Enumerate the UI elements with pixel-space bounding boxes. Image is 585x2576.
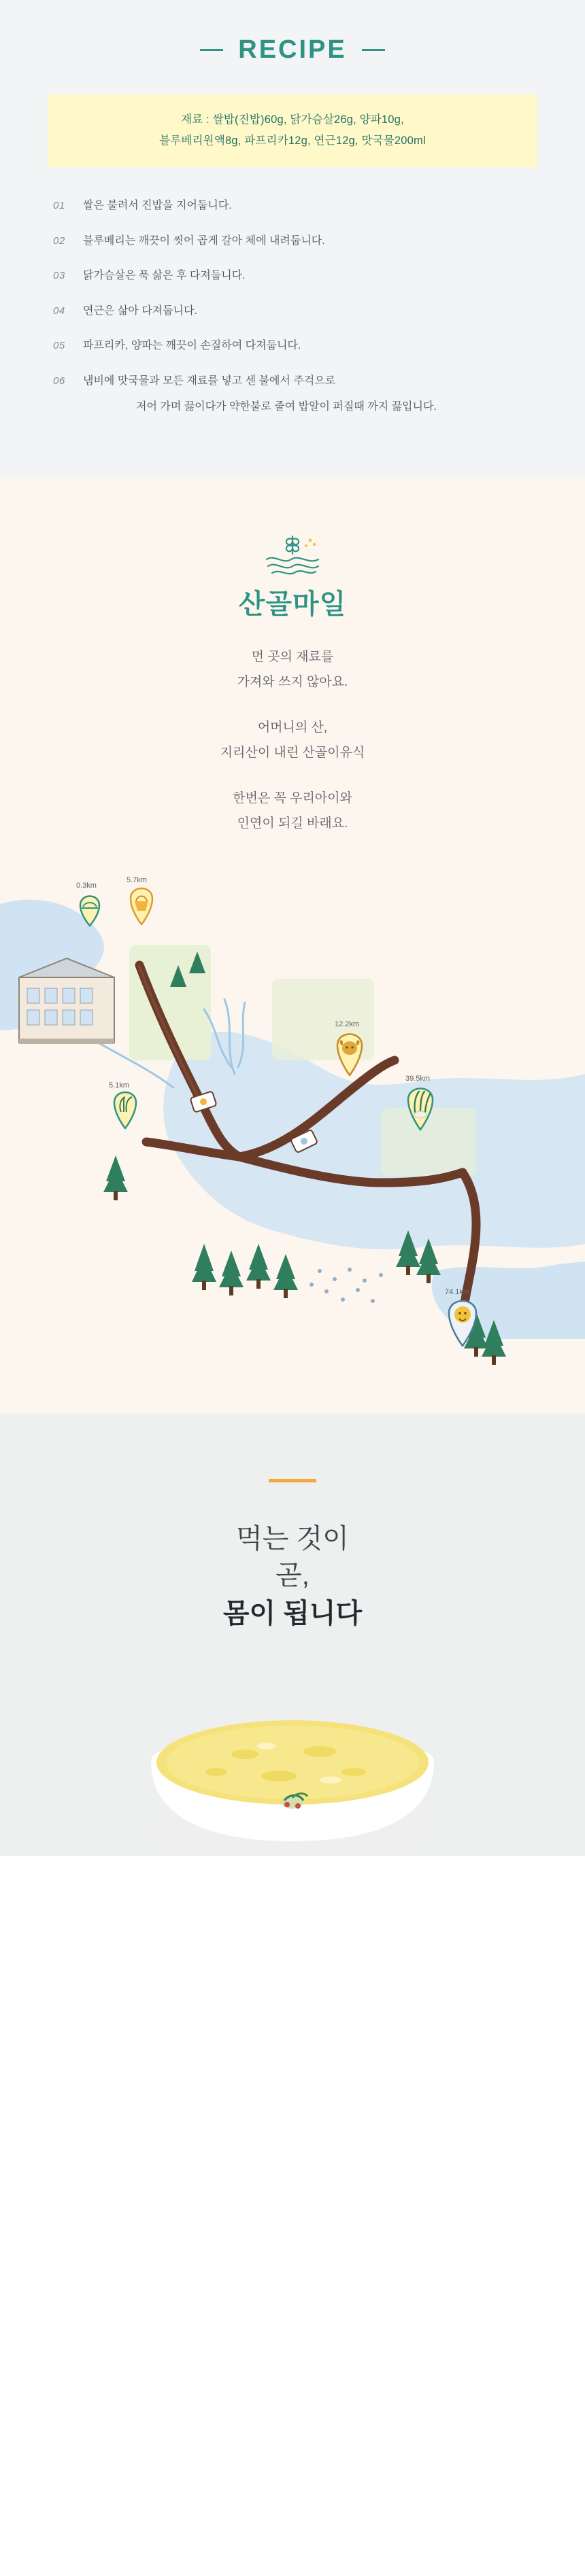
- step-number: 03: [53, 270, 65, 282]
- brand-section: [0, 478, 585, 1414]
- step-text-continued: 저어 가며 끓이다가 약한불로 줄여 밥알이 퍼질때 까지 끓입니다.: [136, 400, 437, 413]
- ingredients-line-2: 블루베리원액8g, 파프리카12g, 연근12g, 맛국물200ml: [159, 134, 426, 147]
- body-headline-line-2: 곧,: [275, 1561, 310, 1591]
- step-number: 02: [53, 234, 65, 247]
- brand-name: 산골마일: [238, 589, 347, 620]
- list-item: [53, 267, 585, 285]
- step-number: 01: [53, 200, 65, 212]
- step-text: 냄비에 맛국물과 모든 재료를 넣고 센 불에서 주걱으로: [83, 375, 336, 387]
- copy-spacer: [0, 695, 585, 715]
- accent-divider: [269, 1479, 316, 1482]
- step-text: 블루베리는 깨끗이 씻어 곱게 갈아 체에 내려둡니다.: [83, 234, 325, 247]
- page-title: RECIPE: [238, 35, 347, 64]
- brand-copy: [0, 644, 585, 836]
- brand-copy-line: 어머니의 산,: [257, 720, 328, 735]
- ingredients-line-1: 재료 : 쌀밥(진밥)60g, 닭가슴살26g, 양파10g,: [181, 114, 404, 126]
- step-text: 쌀은 불려서 진밥을 지어둡니다.: [83, 200, 232, 212]
- brand-copy-line: 인연이 되길 바래요.: [237, 816, 348, 831]
- step-text: 파프리카, 양파는 깨끗이 손질하여 다져둡니다.: [83, 340, 301, 352]
- map-pin-label: 39.5km: [405, 1075, 431, 1083]
- step-number: 06: [53, 375, 65, 387]
- recipe-steps-list: [53, 197, 585, 415]
- body-headline-line-3: 몸이 됩니다: [222, 1599, 363, 1629]
- copy-spacer: [0, 765, 585, 786]
- recipe-heading: [0, 35, 585, 65]
- map-pin-2: [131, 888, 152, 924]
- brand-copy-line: 한번은 꼭 우리아이와: [233, 791, 352, 806]
- map-pin-label: 5.7km: [127, 876, 147, 885]
- ingredients-box: [48, 94, 537, 167]
- list-item: [53, 302, 585, 320]
- right-dash-decoration: [362, 49, 385, 51]
- body-headline-line-1: 먹는 것이: [236, 1524, 349, 1554]
- map-pin-label: 74.1km: [445, 1288, 470, 1297]
- body-message-section: [0, 1414, 585, 1856]
- brand-copy-line: 가져와 쓰지 않아요.: [237, 675, 348, 690]
- map-pin-label: 0.3km: [76, 882, 97, 890]
- step-number: 04: [53, 304, 65, 317]
- step-text: 연근은 삶아 다져둡니다.: [83, 304, 197, 317]
- supply-route-map: [0, 863, 585, 1414]
- map-pin-label: 5.1km: [109, 1081, 129, 1090]
- list-item: [53, 232, 585, 250]
- porridge-bowl-photo: [0, 1686, 585, 1856]
- brand-copy-line: 지리산이 내린 산골이유식: [220, 746, 365, 761]
- brand-copy-line: 먼 곳의 재료를: [251, 650, 334, 665]
- list-item: [53, 372, 585, 390]
- map-pin-label: 12.2km: [335, 1020, 360, 1029]
- left-dash-decoration: [200, 49, 223, 51]
- map-pin-3: [114, 1092, 136, 1128]
- list-item: [53, 337, 585, 355]
- list-item: [53, 197, 585, 215]
- brand-logo-icon: [252, 531, 333, 580]
- map-pin-4: [337, 1034, 362, 1076]
- recipe-section: [0, 0, 585, 478]
- step-text: 닭가슴살은 푹 삶은 후 다져둡니다.: [83, 270, 246, 282]
- step-number: 05: [53, 340, 65, 352]
